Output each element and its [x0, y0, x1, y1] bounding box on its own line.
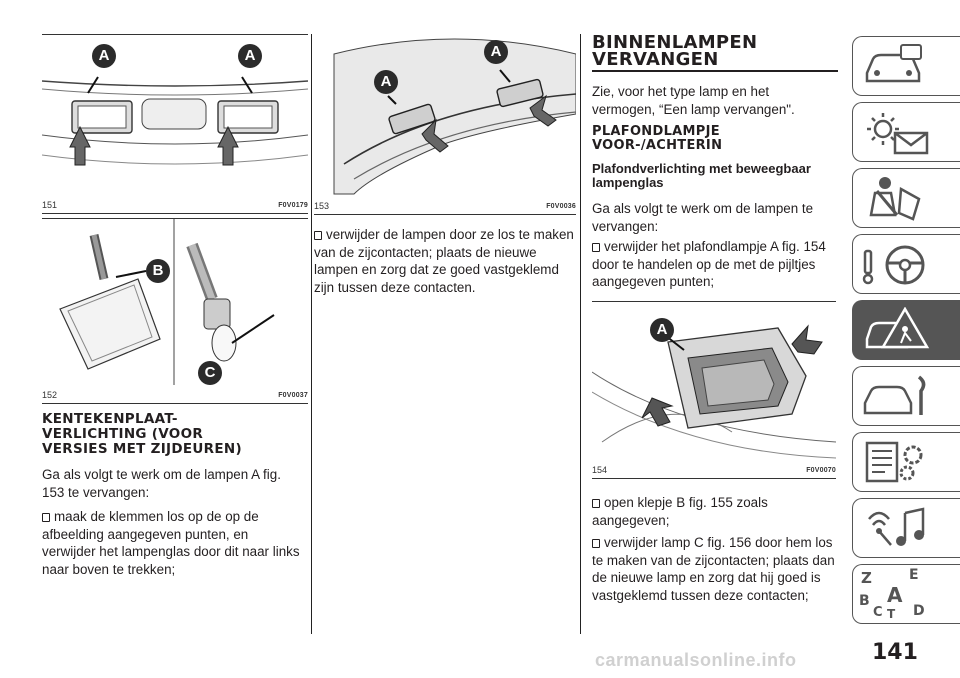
figure-152-number: 152 — [42, 390, 58, 400]
index-icon: Z E A B C D T — [859, 567, 925, 621]
steering-wheel-icon — [861, 241, 931, 287]
figure-151-number: 151 — [42, 200, 58, 210]
sub-sub-heading: Plafondverlichting met beweegbaar lampenglas — [592, 161, 811, 190]
intro-text: Zie, voor het type lamp en het vermogen, “Een lamp vervangen". — [592, 84, 795, 117]
figure-153-code: F0V0036 — [546, 203, 576, 210]
figure-152-illustration — [42, 219, 308, 385]
column-divider — [580, 34, 581, 634]
bullet-square-icon — [314, 231, 322, 240]
figure-154 — [592, 301, 836, 479]
bullet-item: maak de klemmen los op de op de afbeelding aangegeven punten, en verwijder het lampenglas door dit naar links naar boven te trekken; — [42, 509, 300, 577]
tab-car-info[interactable] — [852, 36, 960, 96]
figure-152-code: F0V0037 — [278, 392, 308, 399]
bullet-square-icon — [42, 513, 50, 522]
footer-watermark: carmanualsonline.info — [595, 650, 797, 670]
figure-153-label-a1: A — [374, 70, 398, 94]
tab-index[interactable] — [852, 564, 960, 624]
bullet-square-icon — [592, 499, 600, 508]
figure-152-label-c: C — [198, 361, 222, 385]
bullet-square-icon — [592, 243, 600, 252]
warning-lights-icon — [861, 109, 931, 155]
bullet-square-icon — [592, 539, 600, 548]
figure-154-label-a: A — [650, 318, 674, 342]
figure-153-number: 153 — [314, 201, 330, 211]
figure-153 — [314, 34, 576, 215]
maintenance-icon — [861, 373, 931, 419]
main-heading-binnenlampen: BINNENLAMPEN VERVANGEN — [592, 34, 838, 72]
bullet-item: verwijder de lampen door ze los te maken van de zijcontacten; plaats de nieuwe lampen en zorg dat ze goed vastgeklemd zijn tussen deze contacten. — [314, 227, 574, 295]
tab-emergency[interactable] — [852, 300, 960, 360]
figure-153-illustration — [314, 34, 576, 196]
figure-151 — [42, 34, 308, 214]
column-divider — [311, 34, 312, 634]
tab-multimedia[interactable] — [852, 498, 960, 558]
figure-153-label-a2: A — [484, 40, 508, 64]
instruction-text: Ga als volgt te werk om de lampen te vervangen: — [592, 201, 814, 234]
car-info-icon — [861, 43, 931, 89]
safety-airbag-icon — [861, 175, 931, 221]
figure-151-code: F0V0179 — [278, 202, 308, 209]
figure-152-label-b: B — [146, 259, 170, 283]
tab-warning-lights[interactable] — [852, 102, 960, 162]
technical-data-icon — [861, 439, 931, 485]
figure-152 — [42, 218, 308, 404]
multimedia-icon — [861, 505, 931, 551]
figure-151-label-a2: A — [238, 44, 262, 68]
bullet-item: verwijder lamp C fig. 156 door hem los te maken van de zijcontacten; plaats dan de nieuwe lamp en zorg dat hij goed is vastgeklemd tussen deze contacten; — [592, 535, 835, 603]
tab-technical-data[interactable] — [852, 432, 960, 492]
bullet-item: verwijder het plafondlampje A fig. 154 door te handelen op de met de pijltjes aangegeven punten; — [592, 239, 826, 290]
tab-maintenance[interactable] — [852, 366, 960, 426]
page-number: 141 — [872, 640, 918, 665]
tab-steering[interactable] — [852, 234, 960, 294]
tab-safety[interactable] — [852, 168, 960, 228]
sub-heading-plafondlampje: PLAFONDLAMPJE VOOR-/ACHTERIN — [592, 124, 723, 153]
figure-151-illustration — [42, 35, 308, 195]
figure-151-label-a1: A — [92, 44, 116, 68]
figure-154-code: F0V0070 — [806, 467, 836, 474]
intro-text: Ga als volgt te werk om de lampen A fig. 153 te vervangen: — [42, 467, 281, 500]
figure-154-illustration — [592, 302, 836, 460]
bullet-item: open klepje B fig. 155 zoals aangegeven; — [592, 495, 768, 528]
emergency-icon — [861, 307, 931, 353]
figure-154-number: 154 — [592, 465, 608, 475]
section-heading-kentekenplaat: KENTEKENPLAAT- VERLICHTING (VOOR VERSIES MET ZIJDEUREN) — [42, 411, 242, 457]
